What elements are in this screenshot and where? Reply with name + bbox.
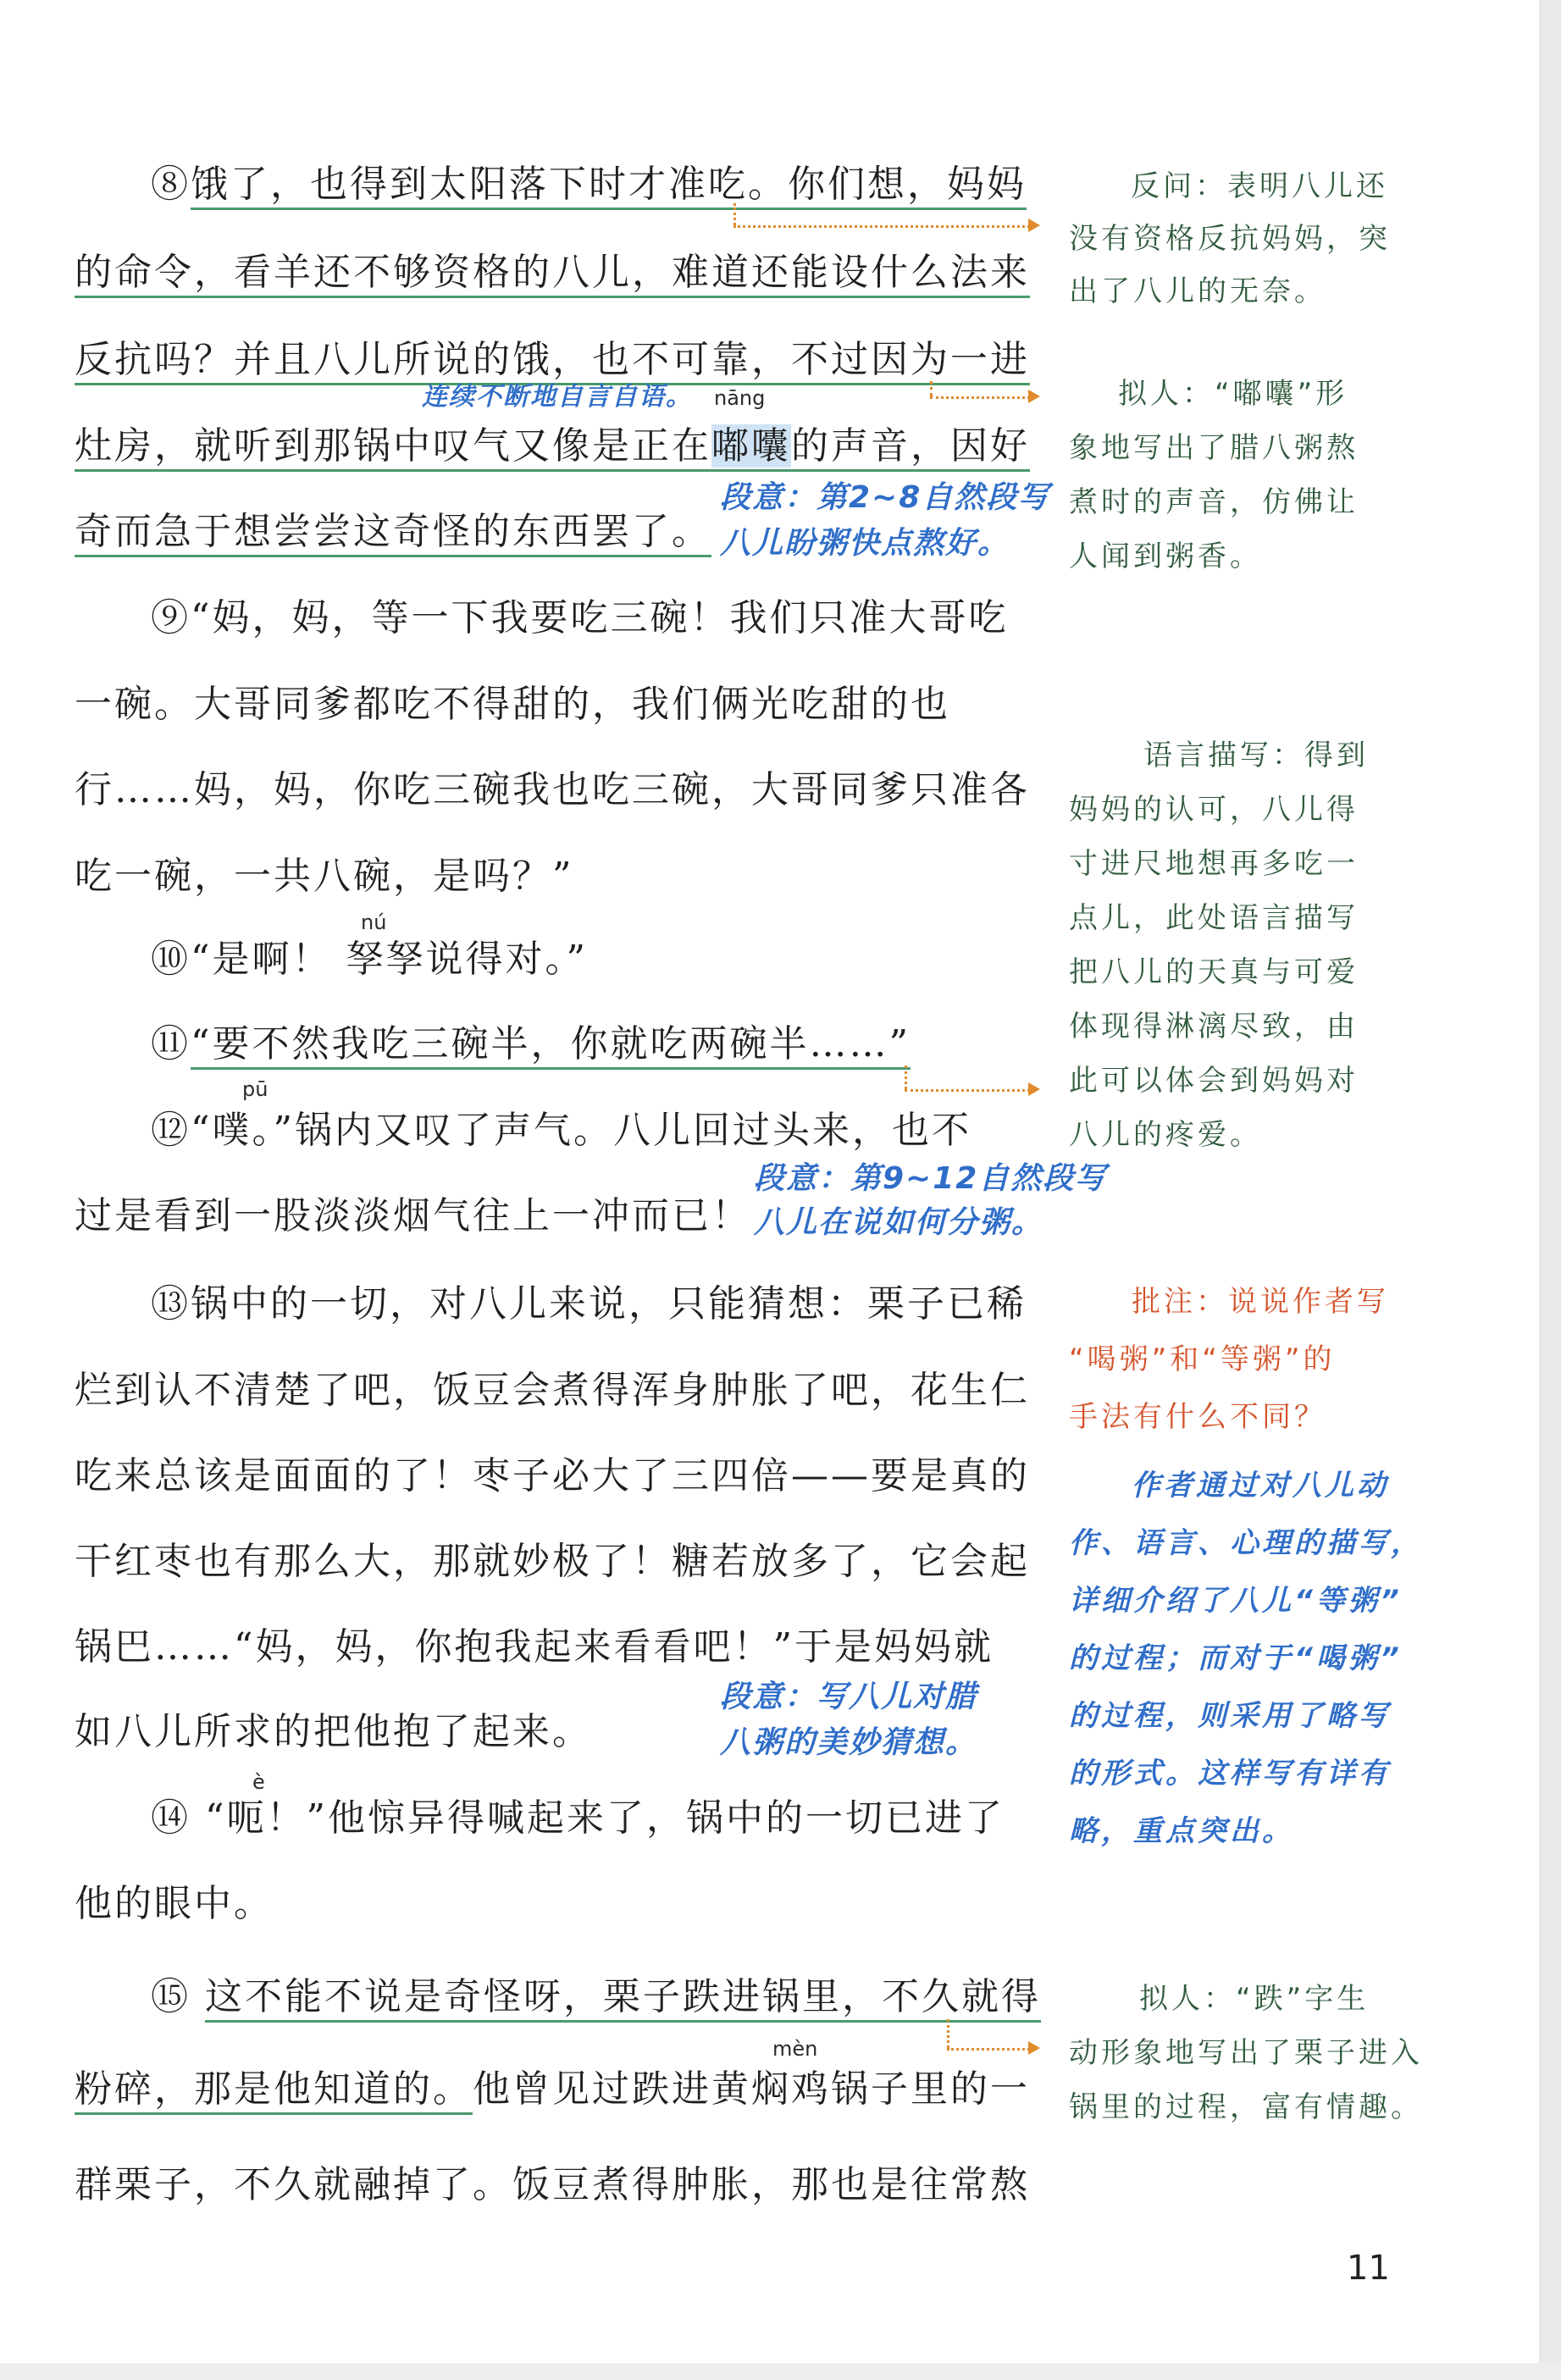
connector-4-arrow [1028,2041,1040,2055]
p14-line-1: ⑭ “呃！”他惊异得喊起来了，锅中的一切已进了 [151,1796,1005,1840]
connector-4-v [947,2019,949,2048]
note-rhetorical-1: 反问：表明八儿还 [1131,169,1388,203]
annotation-p8-summary-1: 段意：第2~8自然段写 [720,480,1051,515]
note-answer-7: 略，重点突出。 [1069,1814,1294,1848]
p13-line-2: 烂到认不清楚了吧，饭豆会煮得浑身肿胀了吧，花生仁 [75,1369,1030,1412]
connector-2 [930,396,1030,399]
p9-line-1: ⑨“妈，妈，等一下我要吃三碗！我们只准大哥吃 [151,596,1009,639]
p15-line-1: ⑮ 这不能不说是奇怪呀，栗子跌进锅里，不久就得 [151,1972,1041,2023]
page-bottom-edge [0,2363,1561,2380]
note-personify-2: 象地写出了腊八粥熬 [1069,431,1359,465]
pinyin-e: è [252,1770,265,1794]
p13-line-5: 锅巴……“妈，妈，你抱我起来看看吧！”于是妈妈就 [75,1625,994,1669]
highlighted-word: 嘟囔 [711,424,791,468]
underlined-text: “要不然我吃三碗半，你就吃两碗半……” [191,1022,911,1070]
p12-line-2: 过是看到一股淡淡烟气往上一冲而已！ [75,1194,751,1237]
note-speech-6: 体现得淋漓尽致，由 [1069,1010,1359,1043]
note-personify-4: 人闻到粥香。 [1069,540,1262,573]
annotation-p13-summary-1: 段意：写八儿对腊 [720,1680,978,1714]
p9-line-4: 吃一碗，一共八碗，是吗？” [75,855,574,898]
note-speech-5: 把八儿的天真与可爱 [1069,955,1359,989]
note-answer-2: 作、语言、心理的描写， [1069,1526,1423,1560]
note-speech-3: 寸进尺地想再多吃一 [1069,847,1359,881]
underlined-text: 这不能不说是奇怪呀，栗子跌进锅里，不久就得 [205,1975,1041,2023]
underlined-text: 灶房，就听到那锅中叹气又像是正在嘟囔的声音，因好 [75,424,1030,472]
pinyin-men: mèn [772,2037,818,2061]
underlined-text: 粉碎，那是他知道的。 [75,2067,473,2115]
connector-4 [947,2048,1030,2051]
p9-line-2: 一碗。大哥同爹都吃不得甜的，我们俩光吃甜的也 [75,683,950,726]
connector-1 [733,225,1030,228]
p13-line-4: 干红枣也有那么大，那就妙极了！糖若放多了，它会起 [75,1540,1030,1583]
connector-3-v [905,1065,907,1089]
note-rhetorical-3: 出了八儿的无奈。 [1069,274,1326,308]
p8-line-4 [75,421,1030,472]
note-rhetorical-2: 没有资格反抗妈妈，突 [1069,222,1391,256]
p12-line-1: ⑫“噗。”锅内又叹了声气。八儿回过头来，也不 [151,1109,971,1152]
p8-line-1: ⑧饿了，也得到太阳落下时才准吃。你们想，妈妈 [151,159,1027,210]
note-speech-7: 此可以体会到妈妈对 [1069,1064,1359,1098]
connector-2-v [930,381,933,396]
p8-line-2 [75,247,1030,298]
connector-1-arrow [1028,219,1040,232]
connector-3 [905,1089,1030,1092]
underlined-text: 奇而急于想尝尝这奇怪的东西罢了。 [75,510,711,557]
p10-line-1: ⑩“是啊！ 孥孥说得对。” [151,938,588,981]
p14-line-2: 他的眼中。 [75,1882,274,1925]
note-answer-4: 的过程；而对于“喝粥” [1069,1641,1403,1675]
page-edge-shadow [1539,0,1561,2380]
note-fall-1: 拟人：“跌”字生 [1139,1982,1370,2016]
annotation-mumble-meaning: 连续不断地自言自语。 [422,382,693,412]
p13-line-3: 吃来总该是面面的了！枣子必大了三四倍——要是真的 [75,1454,1030,1497]
note-answer-5: 的过程，则采用了略写 [1069,1699,1391,1733]
annotation-p8-summary-2: 八儿盼粥快点熬好。 [720,526,1010,561]
p11-line-1: ⑪“要不然我吃三碗半，你就吃两碗半……” [151,1019,911,1070]
note-answer-6: 的形式。这样写有详有 [1069,1757,1391,1791]
note-personify-3: 煮时的声音，仿佛让 [1069,485,1359,519]
note-answer-1: 作者通过对八儿动 [1132,1469,1389,1503]
annotation-p12-summary-1: 段意：第9~12自然段写 [754,1161,1108,1196]
connector-2-arrow [1028,390,1040,403]
note-question-2: “喝粥”和“等粥”的 [1069,1342,1336,1376]
annotation-p12-summary-2: 八儿在说如何分粥。 [754,1205,1044,1240]
p15-line-2: 粉碎，那是他知道的。他曾见过跌进黄焖鸡锅子里的一 [75,2064,1030,2115]
note-answer-3: 详细介绍了八儿“等粥” [1069,1584,1403,1618]
p15-line-3: 群栗子，不久就融掉了。饭豆煮得肿胀，那也是往常熬 [75,2163,1030,2206]
note-question-3: 手法有什么不同？ [1069,1400,1326,1434]
note-speech-8: 八儿的疼爱。 [1069,1118,1262,1152]
pinyin-pu: pū [242,1077,268,1101]
underlined-text: 饿了，也得到太阳落下时才准吃。你们想，妈妈 [191,163,1027,210]
pinyin-nang: nāng [714,386,766,410]
note-fall-2: 动形象地写出了栗子进入 [1069,2036,1423,2070]
p13-line-1: ⑬锅中的一切，对八儿来说，只能猜想：栗子已稀 [151,1282,1027,1326]
note-speech-2: 妈妈的认可，八儿得 [1069,793,1359,827]
annotation-p13-summary-2: 八粥的美妙猜想。 [720,1725,978,1760]
underlined-text: 反抗吗？并且八儿所说的饿，也不可靠，不过因为一进 [75,338,1030,385]
note-personify-1: 拟人：“嘟囔”形 [1118,377,1348,411]
underlined-text: 的命令，看羊还不够资格的八儿，难道还能设什么法来 [75,251,1030,298]
connector-3-arrow [1028,1082,1040,1096]
page-number: 11 [1347,2249,1390,2288]
note-speech-1: 语言描写：得到 [1143,739,1369,772]
p13-line-6: 如八儿所求的把他抱了起来。 [75,1710,592,1753]
p8-line-3 [75,335,1030,385]
note-question-1: 批注：说说作者写 [1132,1285,1389,1319]
note-fall-3: 锅里的过程，富有情趣。 [1069,2090,1423,2124]
pinyin-nu: nú [361,910,387,934]
connector-1-v [733,203,736,225]
p8-line-5 [75,506,711,557]
note-speech-4: 点儿，此处语言描写 [1069,901,1359,935]
p9-line-3: 行……妈，妈，你吃三碗我也吃三碗，大哥同爹只准各 [75,768,1030,811]
